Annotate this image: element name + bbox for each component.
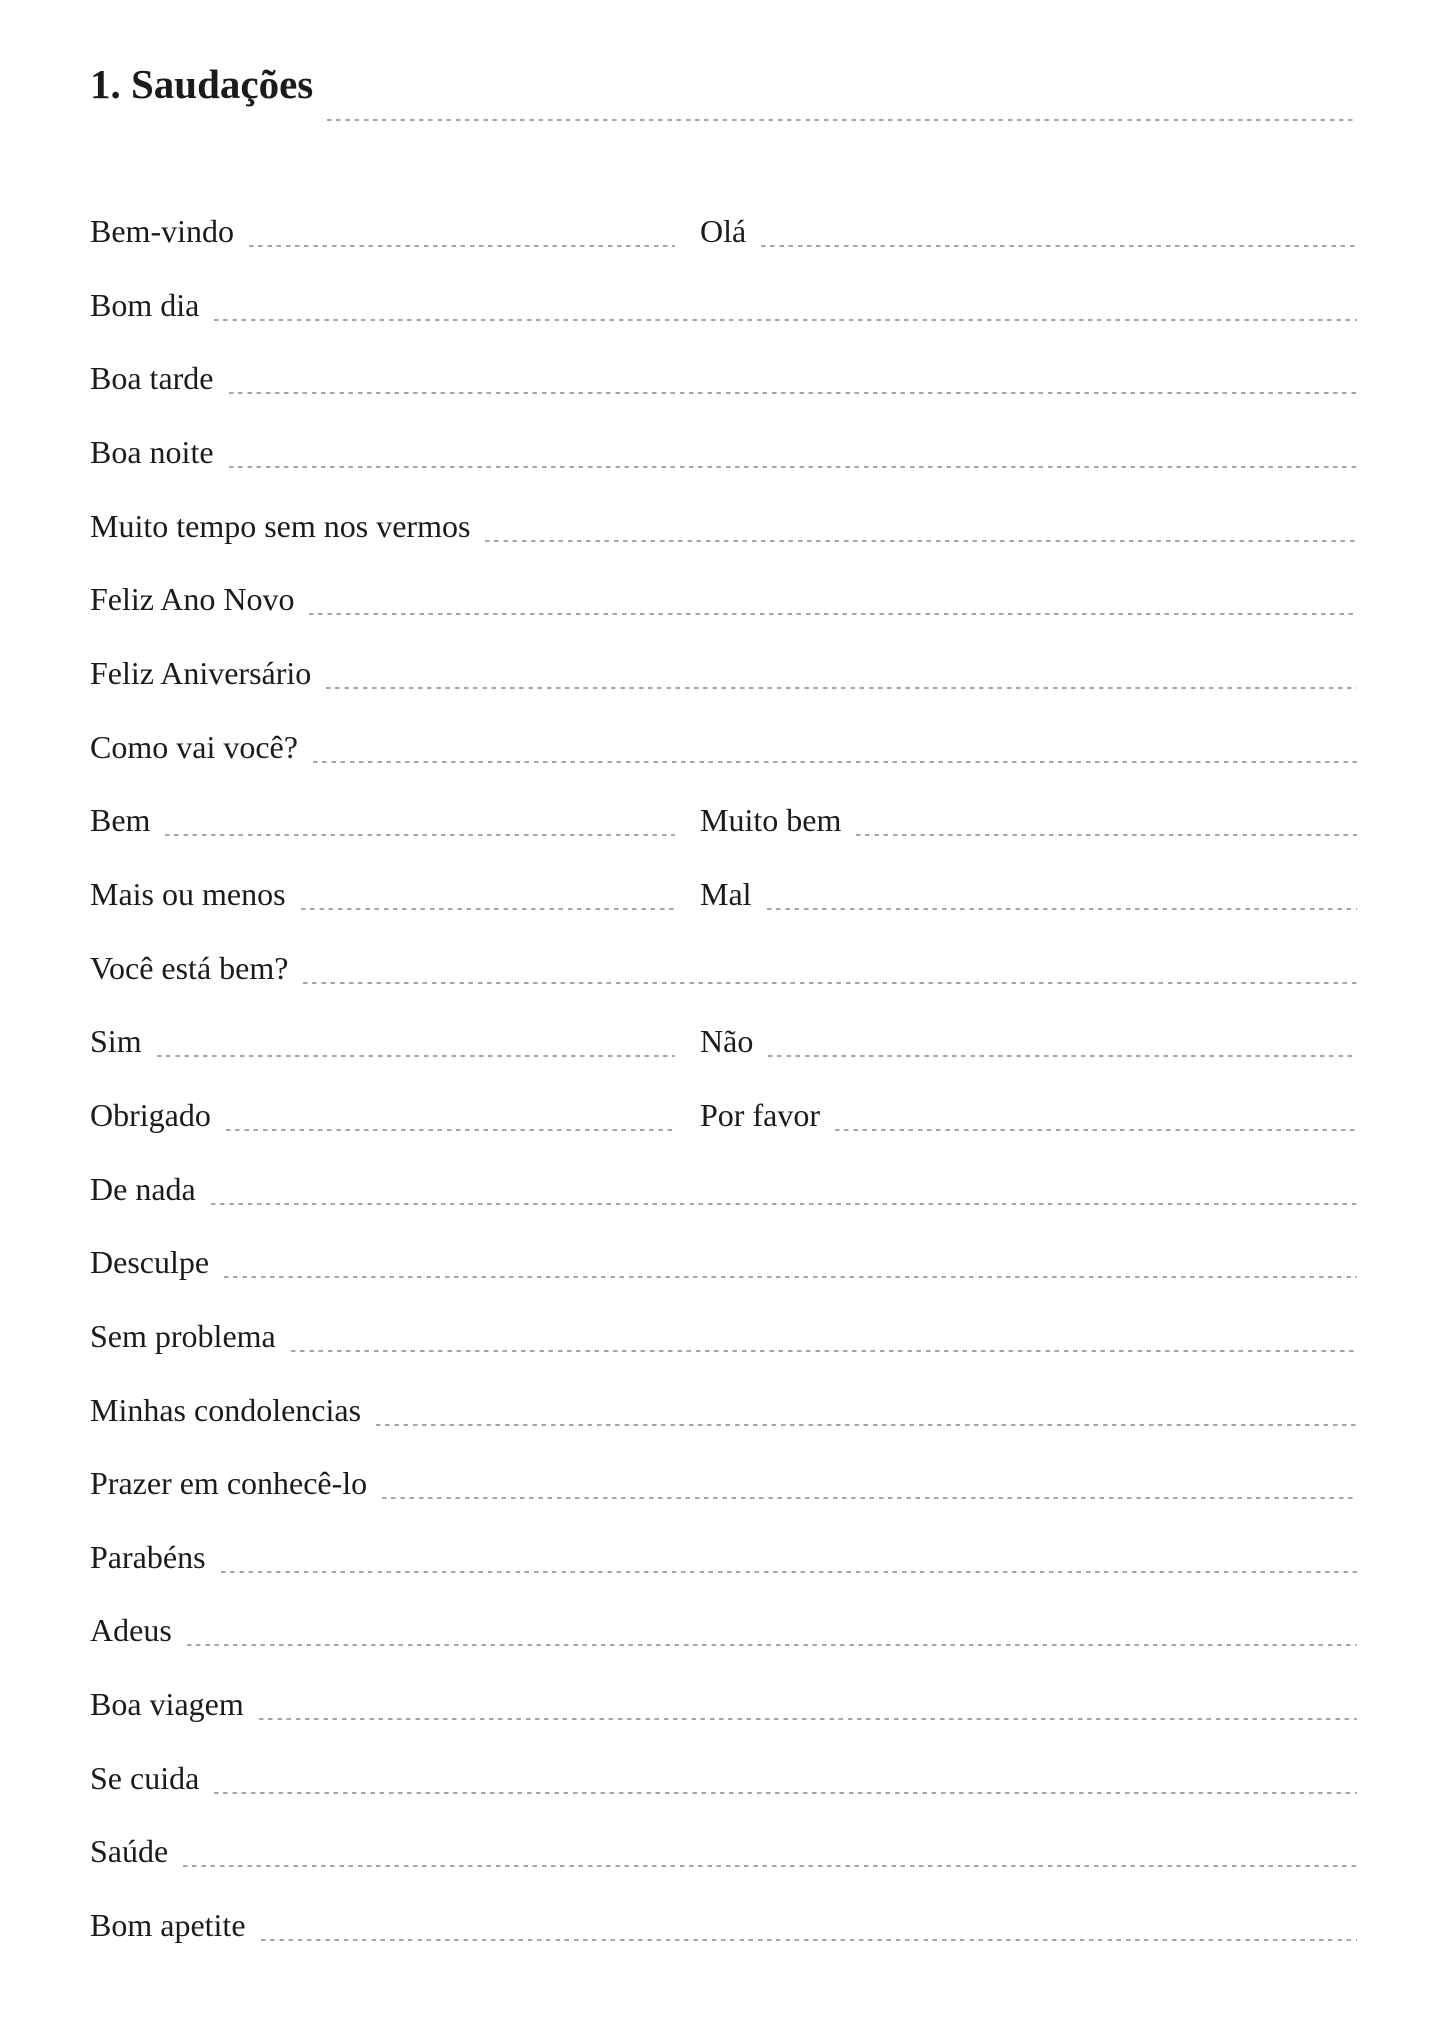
phrase-row [90,1687,1357,1761]
phrase-label: Bem-vindo [90,213,234,249]
phrase-label: Feliz Ano Novo [90,581,295,618]
phrase-label: Boa tarde [90,360,214,397]
phrase-row [90,1024,1357,1098]
write-line [249,245,675,247]
phrase-cell [90,656,1357,730]
phrase-cell [90,1245,1357,1319]
phrase-label: Bem [90,802,151,839]
phrase-label: Se cuida [90,1759,200,1796]
phrase-label: Mal [700,875,752,912]
write-line [187,1644,1357,1646]
phrase-row [90,1908,1357,1982]
phrase-row [90,1098,1357,1172]
write-line [303,982,1357,984]
phrase-cell [90,1834,1357,1908]
phrase-row [90,1613,1357,1687]
phrase-cell [700,1024,1357,1098]
phrase-label: Obrigado [90,1096,211,1133]
write-line [183,1865,1357,1867]
section-title: 1. Saudações [90,61,314,107]
phrase-row [90,1540,1357,1614]
phrase-label: Não [700,1023,754,1060]
write-line [224,1276,1357,1278]
phrase-list [90,214,1357,1982]
phrase-cell [90,1319,1357,1393]
phrase-row [90,1319,1357,1393]
phrase-cell [90,435,1357,509]
write-line [165,834,675,836]
write-line [226,1129,675,1131]
phrase-row [90,1834,1357,1908]
phrase-row [90,951,1357,1025]
write-line [856,834,1357,836]
phrase-label: Você está bem? [90,949,289,986]
write-line [835,1129,1357,1131]
write-line [261,1939,1357,1941]
phrase-cell [90,1466,1357,1540]
phrase-label: Sem problema [90,1317,276,1354]
phrase-label: Por favor [700,1096,820,1133]
section-header [90,61,1357,121]
phrase-cell [90,509,1357,583]
phrase-cell [90,1687,1357,1761]
write-line [291,1350,1357,1352]
phrase-cell [90,582,1357,656]
phrase-label: Como vai você? [90,728,298,765]
phrase-label: De nada [90,1170,196,1207]
phrase-label: Feliz Aniversário [90,654,312,691]
phrase-row [90,803,1357,877]
phrase-row [90,1466,1357,1540]
phrase-cell [90,1098,675,1172]
phrase-cell [90,803,675,877]
phrase-cell [90,1908,1357,1982]
phrase-label: Desculpe [90,1244,210,1281]
phrase-label: Minhas condolencias [90,1391,362,1428]
phrase-cell [90,1172,1357,1246]
phrase-cell [700,1098,1357,1172]
write-line [229,392,1358,394]
title-write-line [327,119,1357,121]
write-line [229,466,1357,468]
write-line [214,319,1357,321]
phrase-label: Bom dia [90,286,200,323]
write-line [309,613,1357,615]
phrase-cell [90,1613,1357,1687]
phrase-label: Parabéns [90,1538,206,1575]
phrase-cell [700,214,1357,288]
phrase-label: Saúde [90,1833,169,1870]
phrase-cell [90,951,1357,1025]
write-line [326,687,1357,689]
phrase-row [90,656,1357,730]
phrase-cell [90,1024,675,1098]
write-line [376,1424,1357,1426]
write-line [382,1497,1357,1499]
phrase-row [90,288,1357,362]
write-line [761,245,1357,247]
phrase-row [90,509,1357,583]
phrase-row [90,1761,1357,1835]
phrase-cell [90,1761,1357,1835]
phrase-label: Mais ou menos [90,875,286,912]
write-line [767,908,1357,910]
phrase-row [90,361,1357,435]
write-line [301,908,675,910]
phrase-row [90,214,1357,288]
write-line [313,761,1357,763]
phrase-row [90,582,1357,656]
phrase-row [90,730,1357,804]
phrase-cell [90,288,1357,362]
write-line [157,1055,675,1057]
phrase-label: Olá [700,213,747,249]
phrase-label: Adeus [90,1612,172,1649]
phrase-cell [90,361,1357,435]
phrase-cell [90,1540,1357,1614]
phrase-cell [700,877,1357,951]
worksheet-page [90,61,1357,1982]
phrase-row [90,1245,1357,1319]
phrase-label: Muito bem [700,802,842,839]
write-line [259,1718,1357,1720]
write-line [485,540,1357,542]
phrase-cell [700,803,1357,877]
write-line [768,1055,1357,1057]
phrase-label: Boa noite [90,433,214,470]
write-line [214,1792,1357,1794]
phrase-label: Sim [90,1023,142,1060]
phrase-row [90,1172,1357,1246]
phrase-cell [90,214,675,288]
phrase-cell [90,1393,1357,1467]
phrase-label: Boa viagem [90,1686,244,1723]
phrase-row [90,1393,1357,1467]
write-line [211,1203,1357,1205]
phrase-label: Muito tempo sem nos vermos [90,507,471,544]
write-line [221,1571,1357,1573]
phrase-cell [90,877,675,951]
phrase-cell [90,730,1357,804]
phrase-label: Bom apetite [90,1907,246,1944]
phrase-row [90,877,1357,951]
phrase-label: Prazer em conhecê-lo [90,1465,368,1502]
phrase-row [90,435,1357,509]
